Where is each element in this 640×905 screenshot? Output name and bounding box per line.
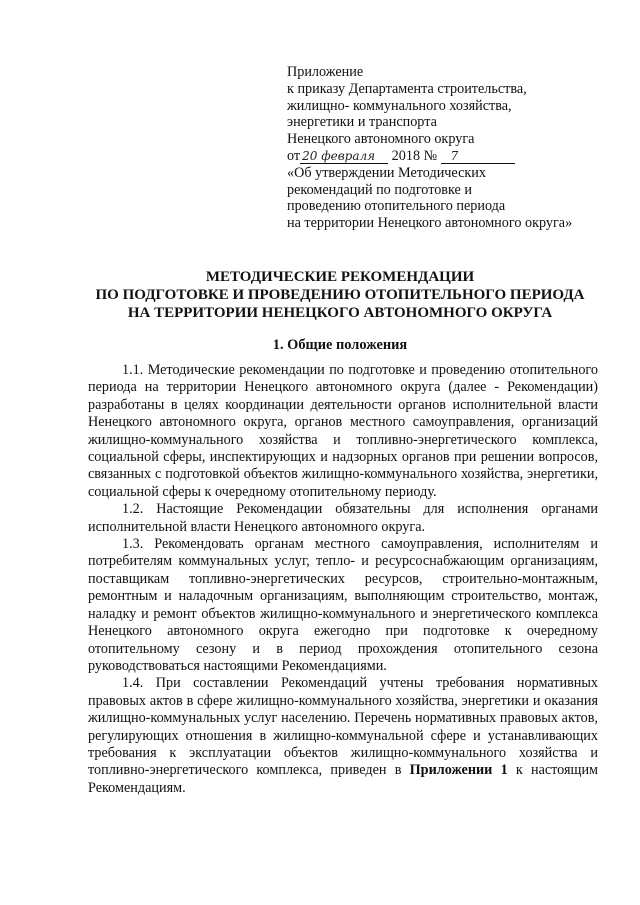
annex-line-9: проведению отопительного периода <box>287 198 506 215</box>
paragraph-1-4 <box>88 675 598 797</box>
annex-header <box>287 64 617 232</box>
paragraph-1-1: 1.1. Методические рекомендации по подготовке и проведению отопительного периода на территории Ненецкого автономного округа (далее - Рекомендации) разработаны в целях координации деятельности органов исполнительной власти Ненецкого автономного округа, органов местного самоуправления, организаций жилищно-коммунального хозяйства и топливно-энергетического комплекса, социальной сферы, инспектирующих и надзорных органов при решении вопросов, связанных с подготовкой объектов жилищно-коммунального хозяйства, энергетики, социальной сферы к очередному отопительному периоду. <box>88 362 598 500</box>
annex-line-10: на территории Ненецкого автономного округа» <box>287 215 573 232</box>
annex-line-3: жилищно- коммунального хозяйства, <box>287 97 512 114</box>
paragraph-1-4-tail: к настоящим Рекомендациям. <box>88 762 599 796</box>
title-line-3: НА ТЕРРИТОРИИ НЕНЕЦКОГО АВТОНОМНОГО ОКРУГА <box>127 305 553 321</box>
year-number-label: 2018 № <box>391 147 438 164</box>
paragraph-1-3: 1.3. Рекомендовать органам местного самоуправления, исполнителям и потребителям коммунальных услуг, тепло- и ресурсоснабжающим организациям, поставщикам топливно-энергетических ресурсов, строительно-монтажным, ремонтным и наладочным организациям, выполняющим строительство, монтаж, наладку и ремонт объектов жилищно-коммунального и энергетического комплекса Ненецкого автономного округа ежегодно при подготовке к очередному отопительному сезону и в период прохождения отопительного сезона руководствоваться настоящими Рекомендациями. <box>88 536 598 674</box>
annex-line-1: Приложение <box>287 64 364 80</box>
paragraph-1-2: 1.2. Настоящие Рекомендации обязательны для исполнения органами исполнительной власти Ненецкого автономного округа. <box>88 501 598 535</box>
title-line-2: ПО ПОДГОТОВКЕ И ПРОВЕДЕНИЮ ОТОПИТЕЛЬНОГО ПЕРИОДА <box>95 287 585 303</box>
annex-date-line <box>287 148 617 165</box>
annex-line-5: Ненецкого автономного округа <box>287 131 475 148</box>
annex-line-8: рекомендаций по подготовке и <box>287 181 472 198</box>
title-line-1: МЕТОДИЧЕСКИЕ РЕКОМЕНДАЦИИ <box>205 269 475 285</box>
section-heading: 1. Общие положения <box>272 337 408 353</box>
paragraph-1-4-text: 1.4. При составлении Рекомендаций учтены требования нормативных правовых актов в сфере жилищно-коммунального хозяйства, энергетики и оказания жилищно-коммунальных услуг населению. Перечень нормативных правовых актов, регулирующих отношения в жилищно-коммунальной сфере и устанавливающих требования к эксплуатации объектов жилищно-коммунального хозяйства и топливно-энергетического комплекса, приведен в <box>88 675 598 779</box>
annex-line-2: к приказу Департамента строительства, <box>287 80 527 97</box>
handwritten-date: 20 февраля <box>300 150 388 164</box>
body-text <box>88 362 598 797</box>
date-prefix: от <box>287 147 301 164</box>
annex-line-7: «Об утверждении Методических <box>287 164 486 181</box>
appendix-reference: Приложении 1 <box>409 762 508 779</box>
annex-line-4: энергетики и транспорта <box>287 114 437 131</box>
document-title <box>60 268 620 322</box>
handwritten-number: 7 <box>441 150 515 164</box>
